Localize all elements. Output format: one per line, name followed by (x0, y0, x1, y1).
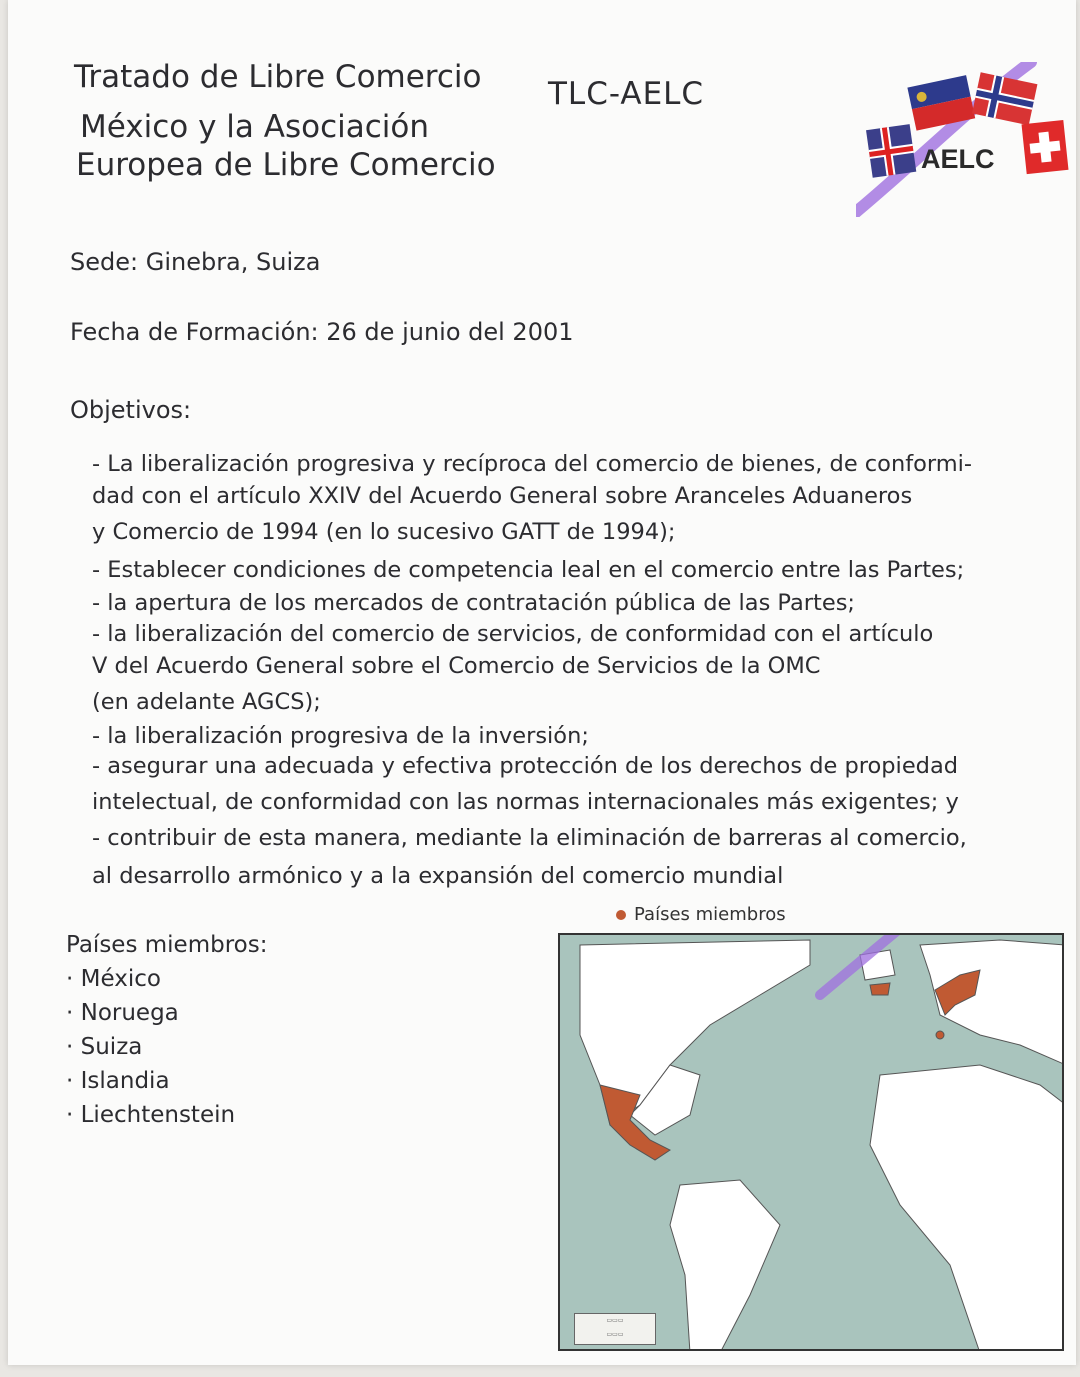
miembro-item: · México (66, 966, 161, 992)
iceland-region (870, 983, 890, 995)
switzerland-region (936, 1031, 944, 1039)
objetivo-line: - la liberalización del comercio de servicios, de conformidad con el artículo (92, 621, 934, 647)
objetivo-line: - la liberalización progresiva de la inversión; (92, 723, 589, 749)
south-america (670, 1180, 780, 1351)
map-scale: ▭▭▭ ▭▭▭ (574, 1313, 656, 1345)
map-legend (616, 904, 786, 925)
sede: Sede: Ginebra, Suiza (70, 248, 321, 276)
logo-text: AELC (921, 144, 995, 174)
acronym: TLC-AELC (548, 76, 705, 112)
objetivo-line: - asegurar una adecuada y efectiva protección de los derechos de propiedad (92, 753, 959, 779)
miembro-item: · Islandia (66, 1068, 170, 1094)
objetivo-line: - La liberalización progresiva y recíproca del comercio de bienes, de conformi- (92, 451, 973, 477)
miembro-item: · Noruega (66, 1000, 179, 1026)
objetivo-line: - contribuir de esta manera, mediante la eliminación de barreras al comercio, (92, 825, 967, 851)
title-line-1: Tratado de Libre Comercio (74, 59, 482, 95)
objetivo-line: V del Acuerdo General sobre el Comercio de Servicios de la OMC (92, 653, 821, 679)
aelc-logo (856, 62, 1071, 217)
flags-icon (856, 62, 1071, 217)
africa (870, 1065, 1064, 1351)
miembro-item: · Liechtenstein (66, 1102, 236, 1128)
world-map (558, 933, 1064, 1351)
fecha-formacion: Fecha de Formación: 26 de junio del 2001 (70, 318, 574, 346)
miembro-item: · Suiza (66, 1034, 143, 1060)
legend-dot-icon (616, 910, 626, 920)
objetivo-line: y Comercio de 1994 (en lo sucesivo GATT de 1994); (92, 519, 676, 545)
legend-label: Países miembros (634, 904, 786, 925)
objetivo-line: al desarrollo armónico y a la expansión del comercio mundial (92, 863, 784, 889)
objetivo-line: (en adelante AGCS); (92, 689, 321, 715)
miembros-heading: Países miembros: (66, 932, 268, 958)
objetivo-line: - Establecer condiciones de competencia leal en el comercio entre las Partes; (92, 557, 965, 583)
notebook-page (8, 0, 1076, 1365)
title-line-3: Europea de Libre Comercio (76, 147, 496, 183)
map-shapes (560, 935, 1064, 1351)
objetivo-line: - la apertura de los mercados de contratación pública de las Partes; (92, 590, 856, 616)
objetivo-line: dad con el artículo XXIV del Acuerdo General sobre Aranceles Aduaneros (92, 483, 913, 509)
objetivo-line: intelectual, de conformidad con las normas internacionales más exigentes; y (92, 789, 959, 815)
title-line-2: México y la Asociación (80, 109, 430, 145)
objetivos-heading: Objetivos: (70, 396, 192, 424)
paises-miembros (66, 928, 267, 1132)
